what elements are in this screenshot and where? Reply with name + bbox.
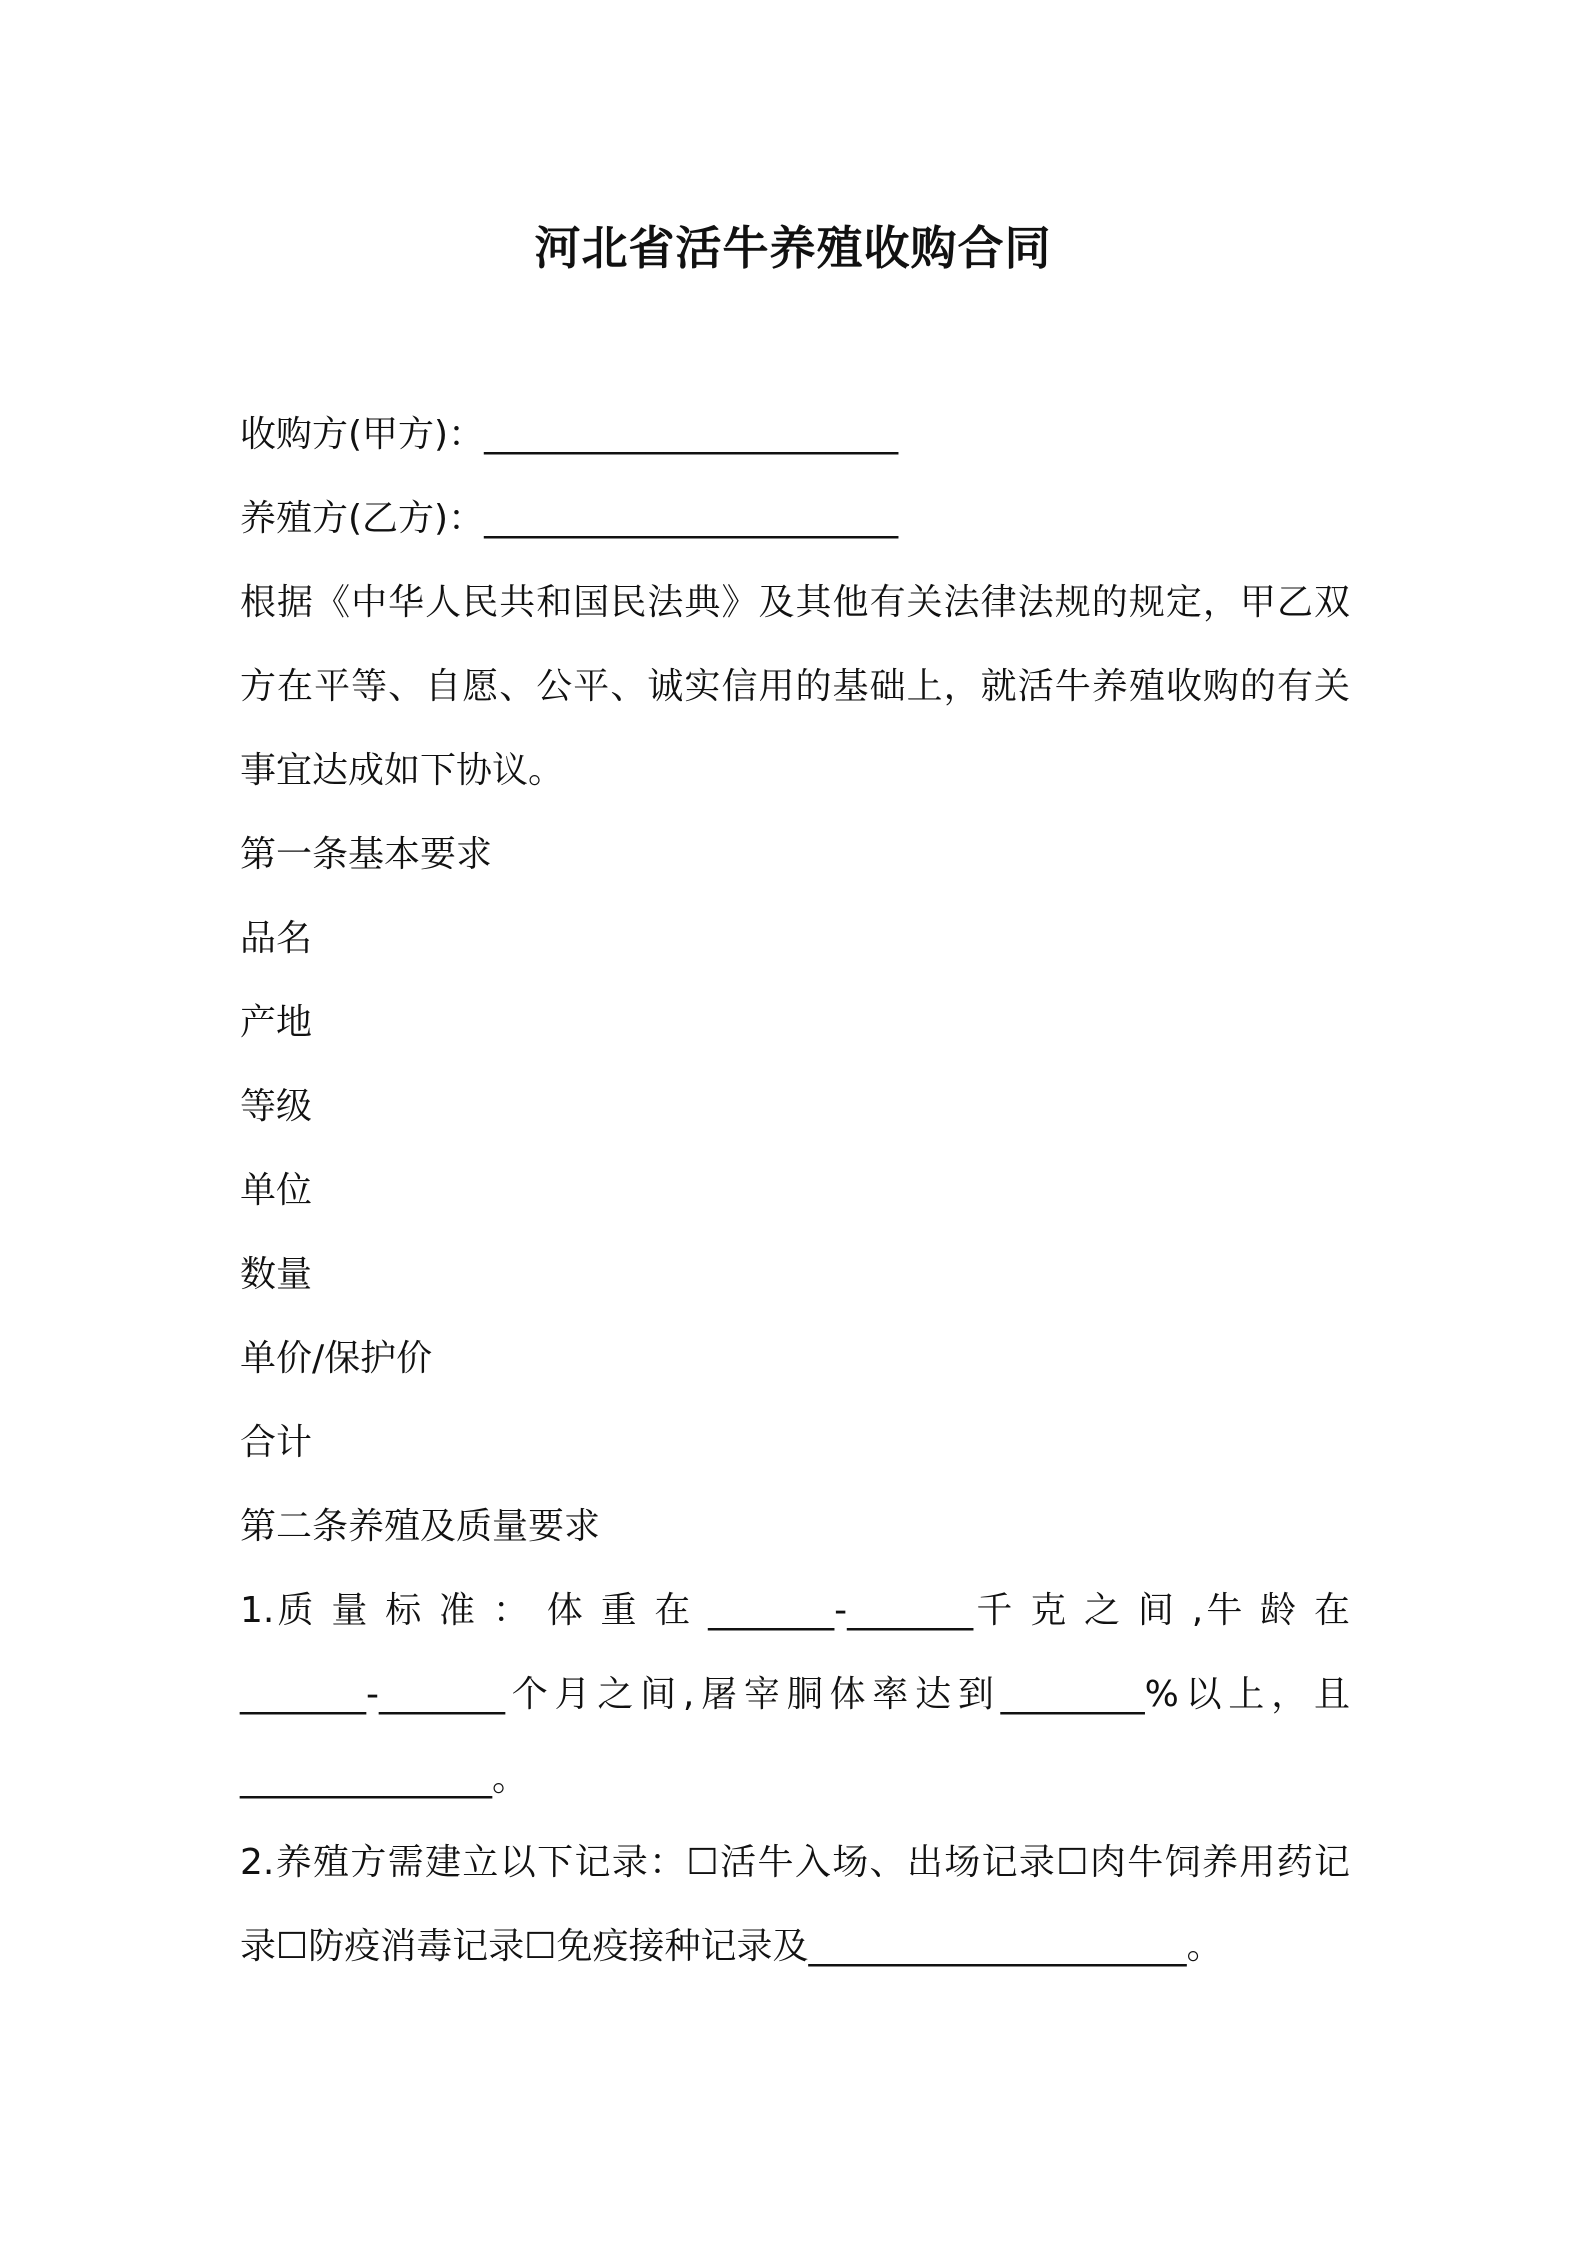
clause2-line: 2.养殖方需建立以下记录：☐活牛入场、出场记录☐肉牛饲养用药记	[240, 1842, 1350, 1883]
party-a-line: 收购方(甲方)：_______________________	[240, 414, 899, 455]
article2-heading: 第二条养殖及质量要求	[240, 1506, 601, 1547]
article1-item: 品名	[240, 918, 313, 959]
document-title: 河北省活牛养殖收购合同	[534, 221, 1052, 275]
article1-item: 数量	[240, 1254, 313, 1295]
preamble-line: 根据《中华人民共和国民法典》及其他有关法律法规的规定，甲乙双	[240, 582, 1350, 623]
party-b-line: 养殖方(乙方)：_______________________	[240, 498, 899, 539]
article1-item: 合计	[240, 1422, 313, 1463]
clause2-line: 录☐防疫消毒记录☐免疫接种记录及_____________________。	[240, 1926, 1223, 1967]
article1-heading: 第一条基本要求	[240, 834, 493, 875]
clause1-line: _______-_______个月之间,屠宰胴体率达到________%以上，且	[240, 1674, 1350, 1715]
article1-item: 单位	[240, 1170, 313, 1211]
article1-item: 产地	[240, 1002, 313, 1043]
clause1-line: 1.质 量 标 准 ： 体 重 在 _______-_______千 克 之 间 ,牛 龄 在	[240, 1590, 1350, 1631]
article1-item: 单价/保护价	[240, 1338, 433, 1379]
article1-item: 等级	[240, 1086, 313, 1127]
clause1-line: ______________。	[240, 1758, 528, 1799]
preamble-line: 方在平等、自愿、公平、诚实信用的基础上，就活牛养殖收购的有关	[240, 666, 1350, 707]
preamble-line: 事宜达成如下协议。	[240, 750, 565, 791]
